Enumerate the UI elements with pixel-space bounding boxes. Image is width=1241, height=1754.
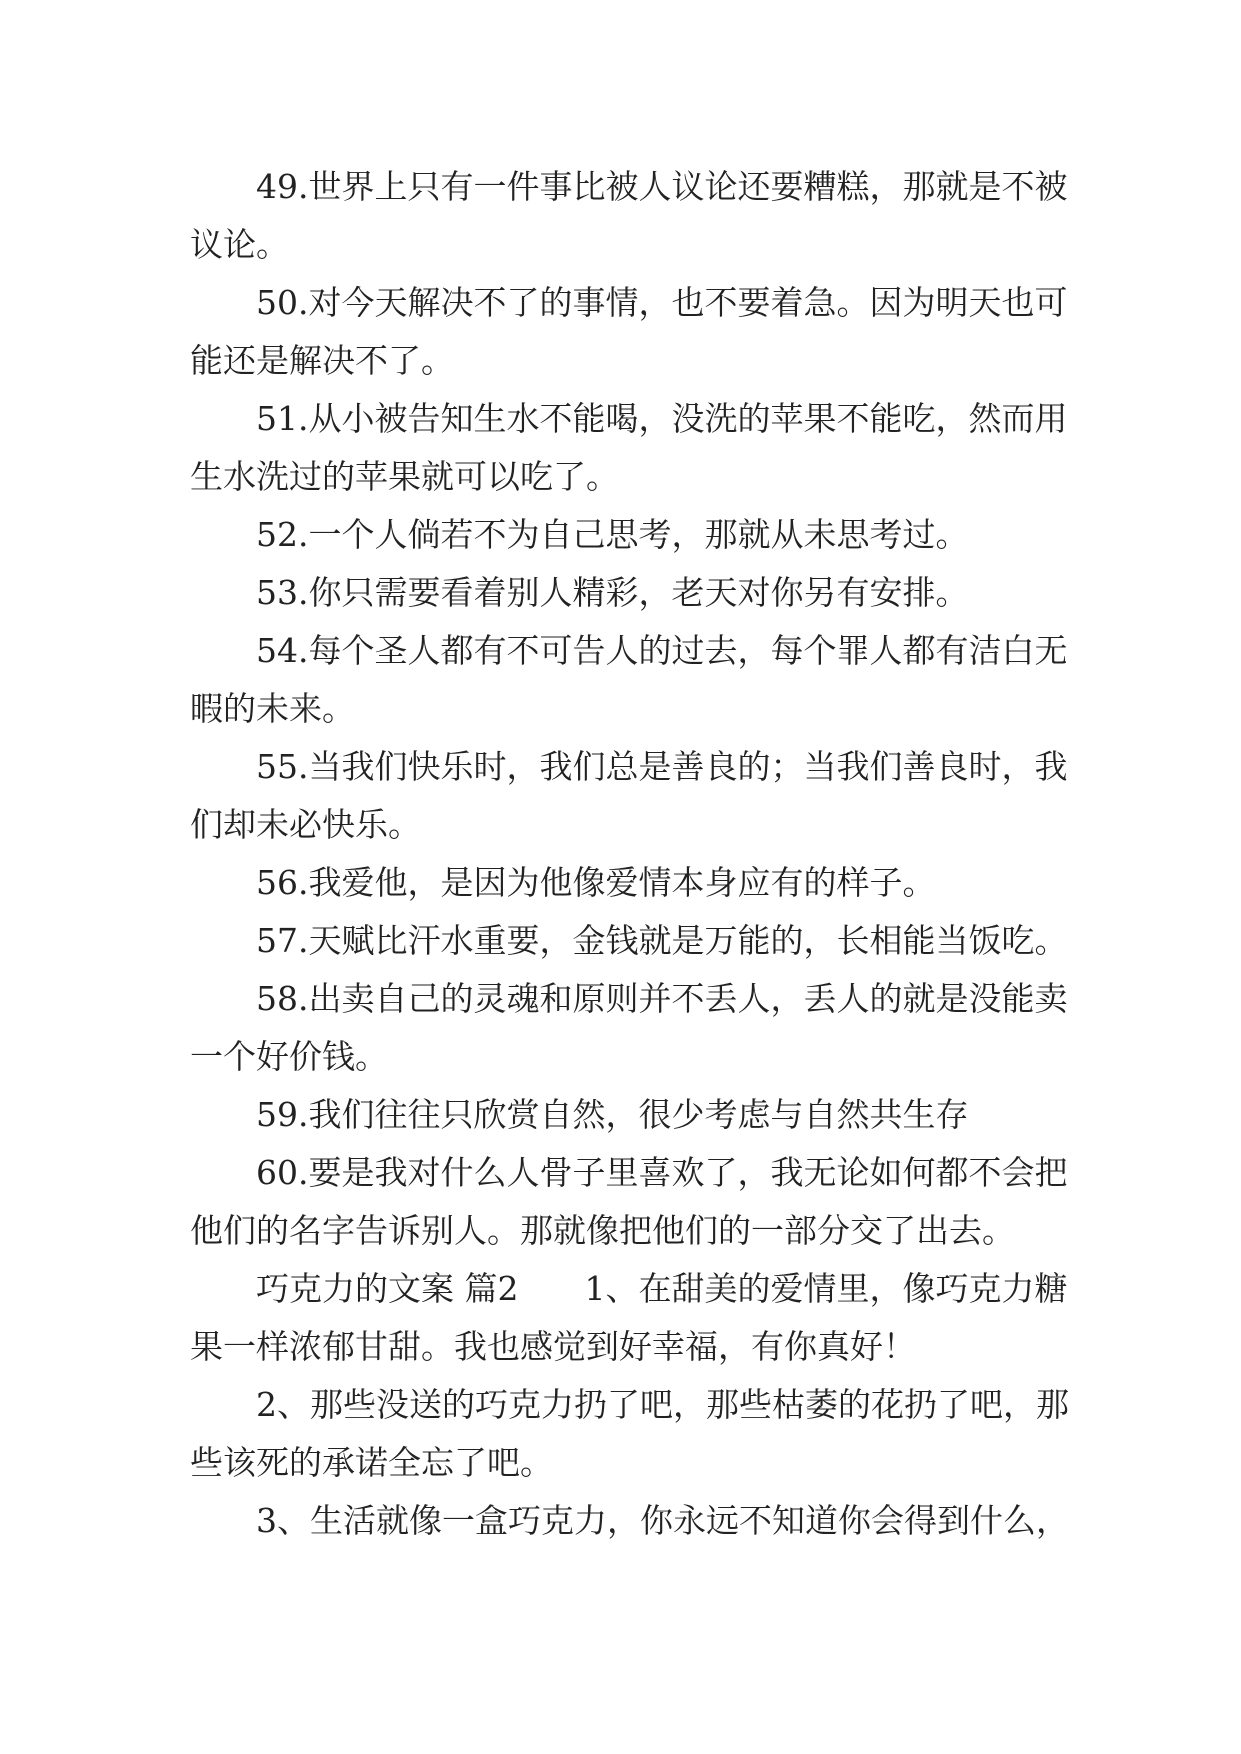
paragraph-chocolate-3: 3、生活就像一盒巧克力，你永远不知道你会得到什么， xyxy=(256,1501,1069,1540)
paragraph-50: 50.对今天解决不了的事情，也不要着急。因为明天也可能还是解决不了。 xyxy=(190,283,1068,380)
paragraph-59: 59.我们往往只欣赏自然，很少考虑与自然共生存 xyxy=(256,1095,969,1134)
paragraph-55: 55.当我们快乐时，我们总是善良的；当我们善良时，我们却未必快乐。 xyxy=(190,747,1068,844)
paragraph-53: 53.你只需要看着别人精彩，老天对你另有安排。 xyxy=(256,573,969,612)
section-heading-chocolate-copy: 巧克力的文案 篇2 1、在甜美的爱情里，像巧克力糖果一样浓郁甘甜。我也感觉到好幸福，有你真好！ xyxy=(190,1269,1068,1366)
document-body xyxy=(190,158,1070,1550)
paragraph-58: 58.出卖自己的灵魂和原则并不丢人，丢人的就是没能卖一个好价钱。 xyxy=(190,979,1068,1076)
paragraph-49: 49.世界上只有一件事比被人议论还要糟糕，那就是不被议论。 xyxy=(190,167,1068,264)
paragraph-chocolate-2: 2、那些没送的巧克力扔了吧，那些枯萎的花扔了吧，那些该死的承诺全忘了吧。 xyxy=(190,1385,1069,1482)
paragraph-51: 51.从小被告知生水不能喝，没洗的苹果不能吃，然而用生水洗过的苹果就可以吃了。 xyxy=(190,399,1068,496)
paragraph-60: 60.要是我对什么人骨子里喜欢了，我无论如何都不会把他们的名字告诉别人。那就像把他们的一部分交了出去。 xyxy=(190,1153,1068,1250)
paragraph-56: 56.我爱他，是因为他像爱情本身应有的样子。 xyxy=(256,863,936,902)
paragraph-52: 52.一个人倘若不为自己思考，那就从未思考过。 xyxy=(256,515,969,554)
paragraph-54: 54.每个圣人都有不可告人的过去，每个罪人都有洁白无暇的未来。 xyxy=(190,631,1068,728)
paragraph-57: 57.天赋比汗水重要，金钱就是万能的，长相能当饭吃。 xyxy=(256,921,1068,960)
